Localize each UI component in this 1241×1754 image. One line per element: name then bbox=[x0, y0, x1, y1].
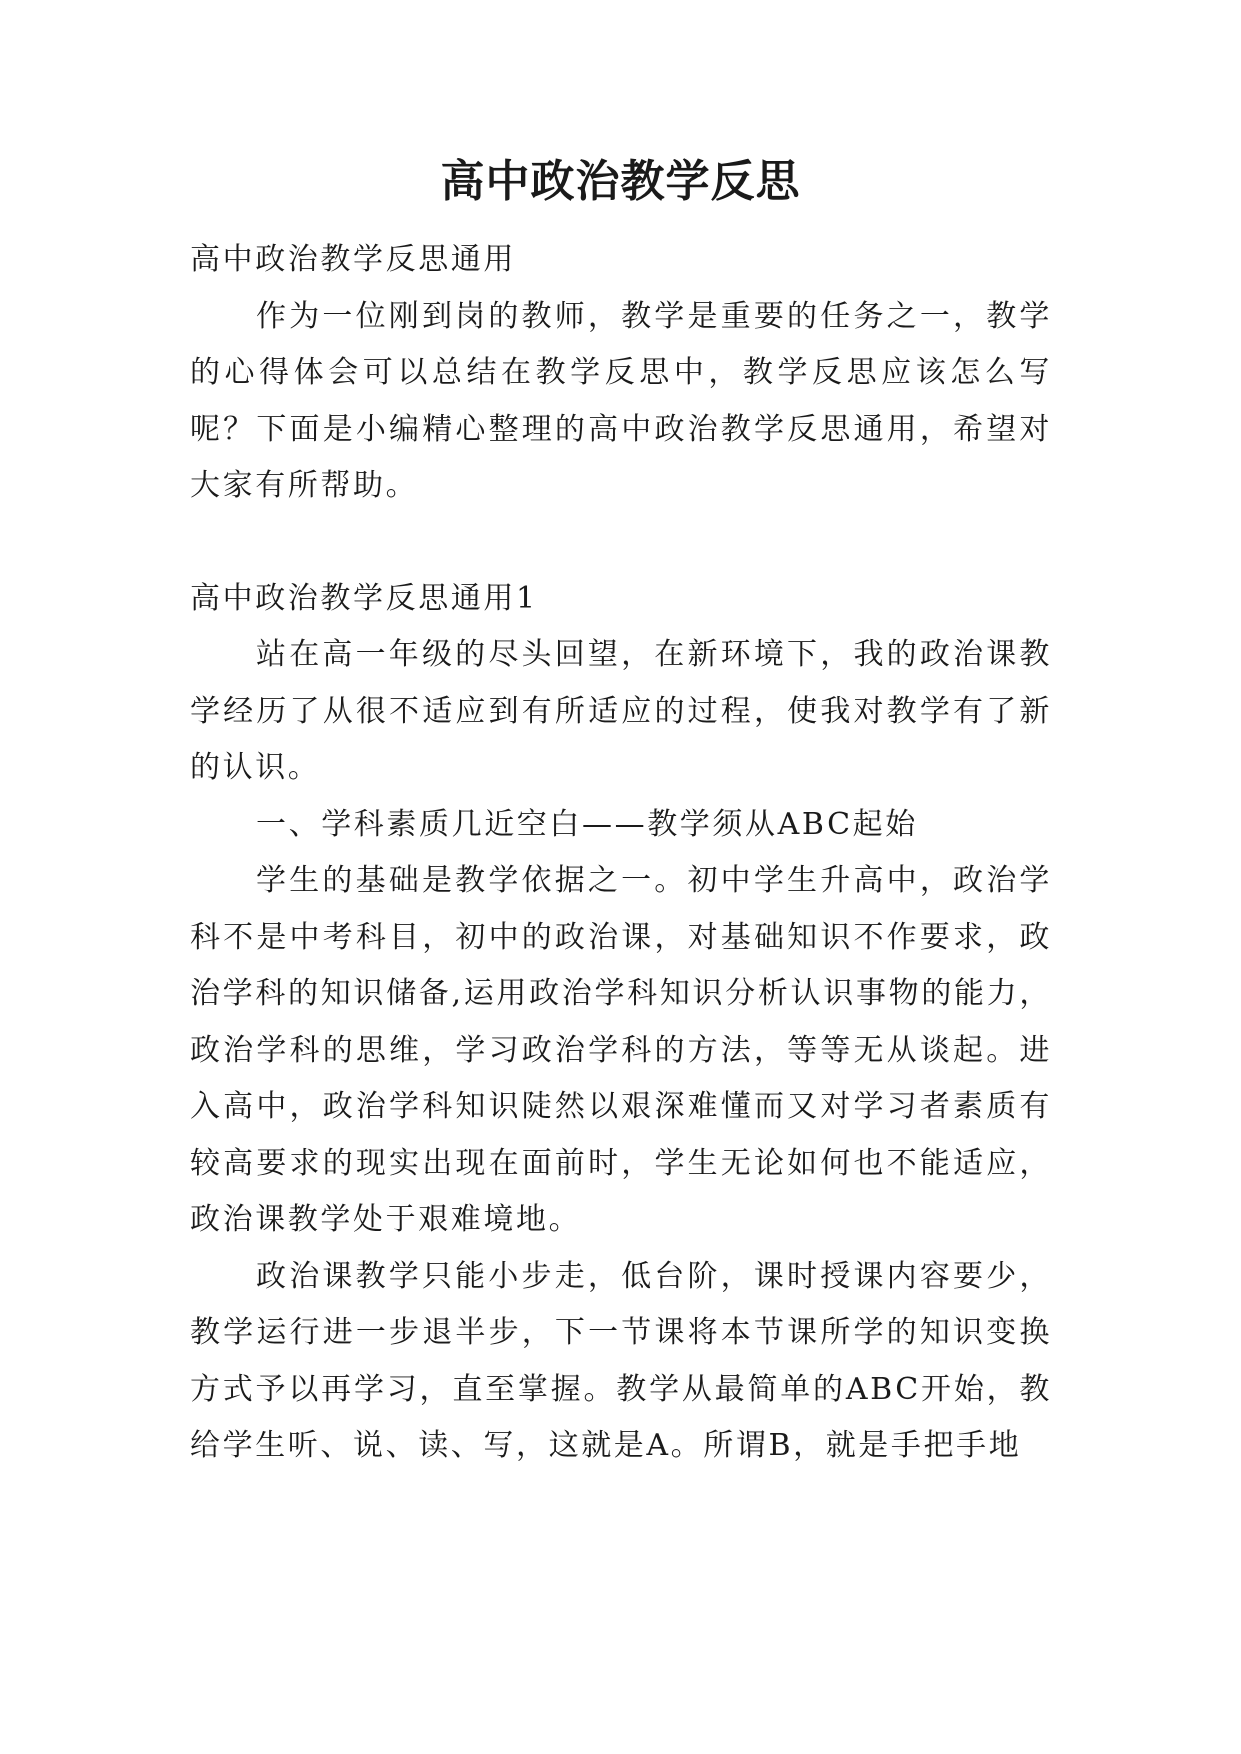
section-heading: 高中政治教学反思通用1 bbox=[190, 580, 538, 616]
document-subtitle: 高中政治教学反思通用 bbox=[190, 242, 516, 277]
section-paragraph: 站在高一年级的尽头回望，在新环境下，我的政治课教学经历了从很不适应到有所适应的过程，使我对教学有了新的认识。 bbox=[190, 637, 1052, 785]
section-paragraph: 政治课教学只能小步走，低台阶，课时授课内容要少，教学运行进一步退半步，下一节课将本节课所学的知识变换方式予以再学习，直至掌握。教学从最简单的ABC开始，教给学生听、说、读、写，这就是A。所谓B，就是手把手地 bbox=[190, 1258, 1052, 1463]
section-paragraph: 学生的基础是教学依据之一。初中学生升高中，政治学科不是中考科目，初中的政治课，对基础知识不作要求，政治学科的知识储备,运用政治学科知识分析认识事物的能力，政治学科的思维，学习政治学科的方法，等等无从谈起。进入高中，政治学科知识陡然以艰深难懂而又对学习者素质有较高要求的现实出现在面前时，学生无论如何也不能适应，政治课教学处于艰难境地。 bbox=[190, 863, 1052, 1237]
intro-paragraph: 作为一位刚到岗的教师，教学是重要的任务之一，教学的心得体会可以总结在教学反思中，教学反思应该怎么写呢？下面是小编精心整理的高中政治教学反思通用，希望对大家有所帮助。 bbox=[190, 298, 1052, 503]
section-spacer bbox=[190, 515, 1052, 571]
document-body bbox=[190, 232, 1052, 1475]
page-title: 高中政治教学反思 bbox=[440, 156, 801, 207]
subsection-heading: 一、学科素质几近空白——教学须从ABC起始 bbox=[256, 806, 918, 842]
